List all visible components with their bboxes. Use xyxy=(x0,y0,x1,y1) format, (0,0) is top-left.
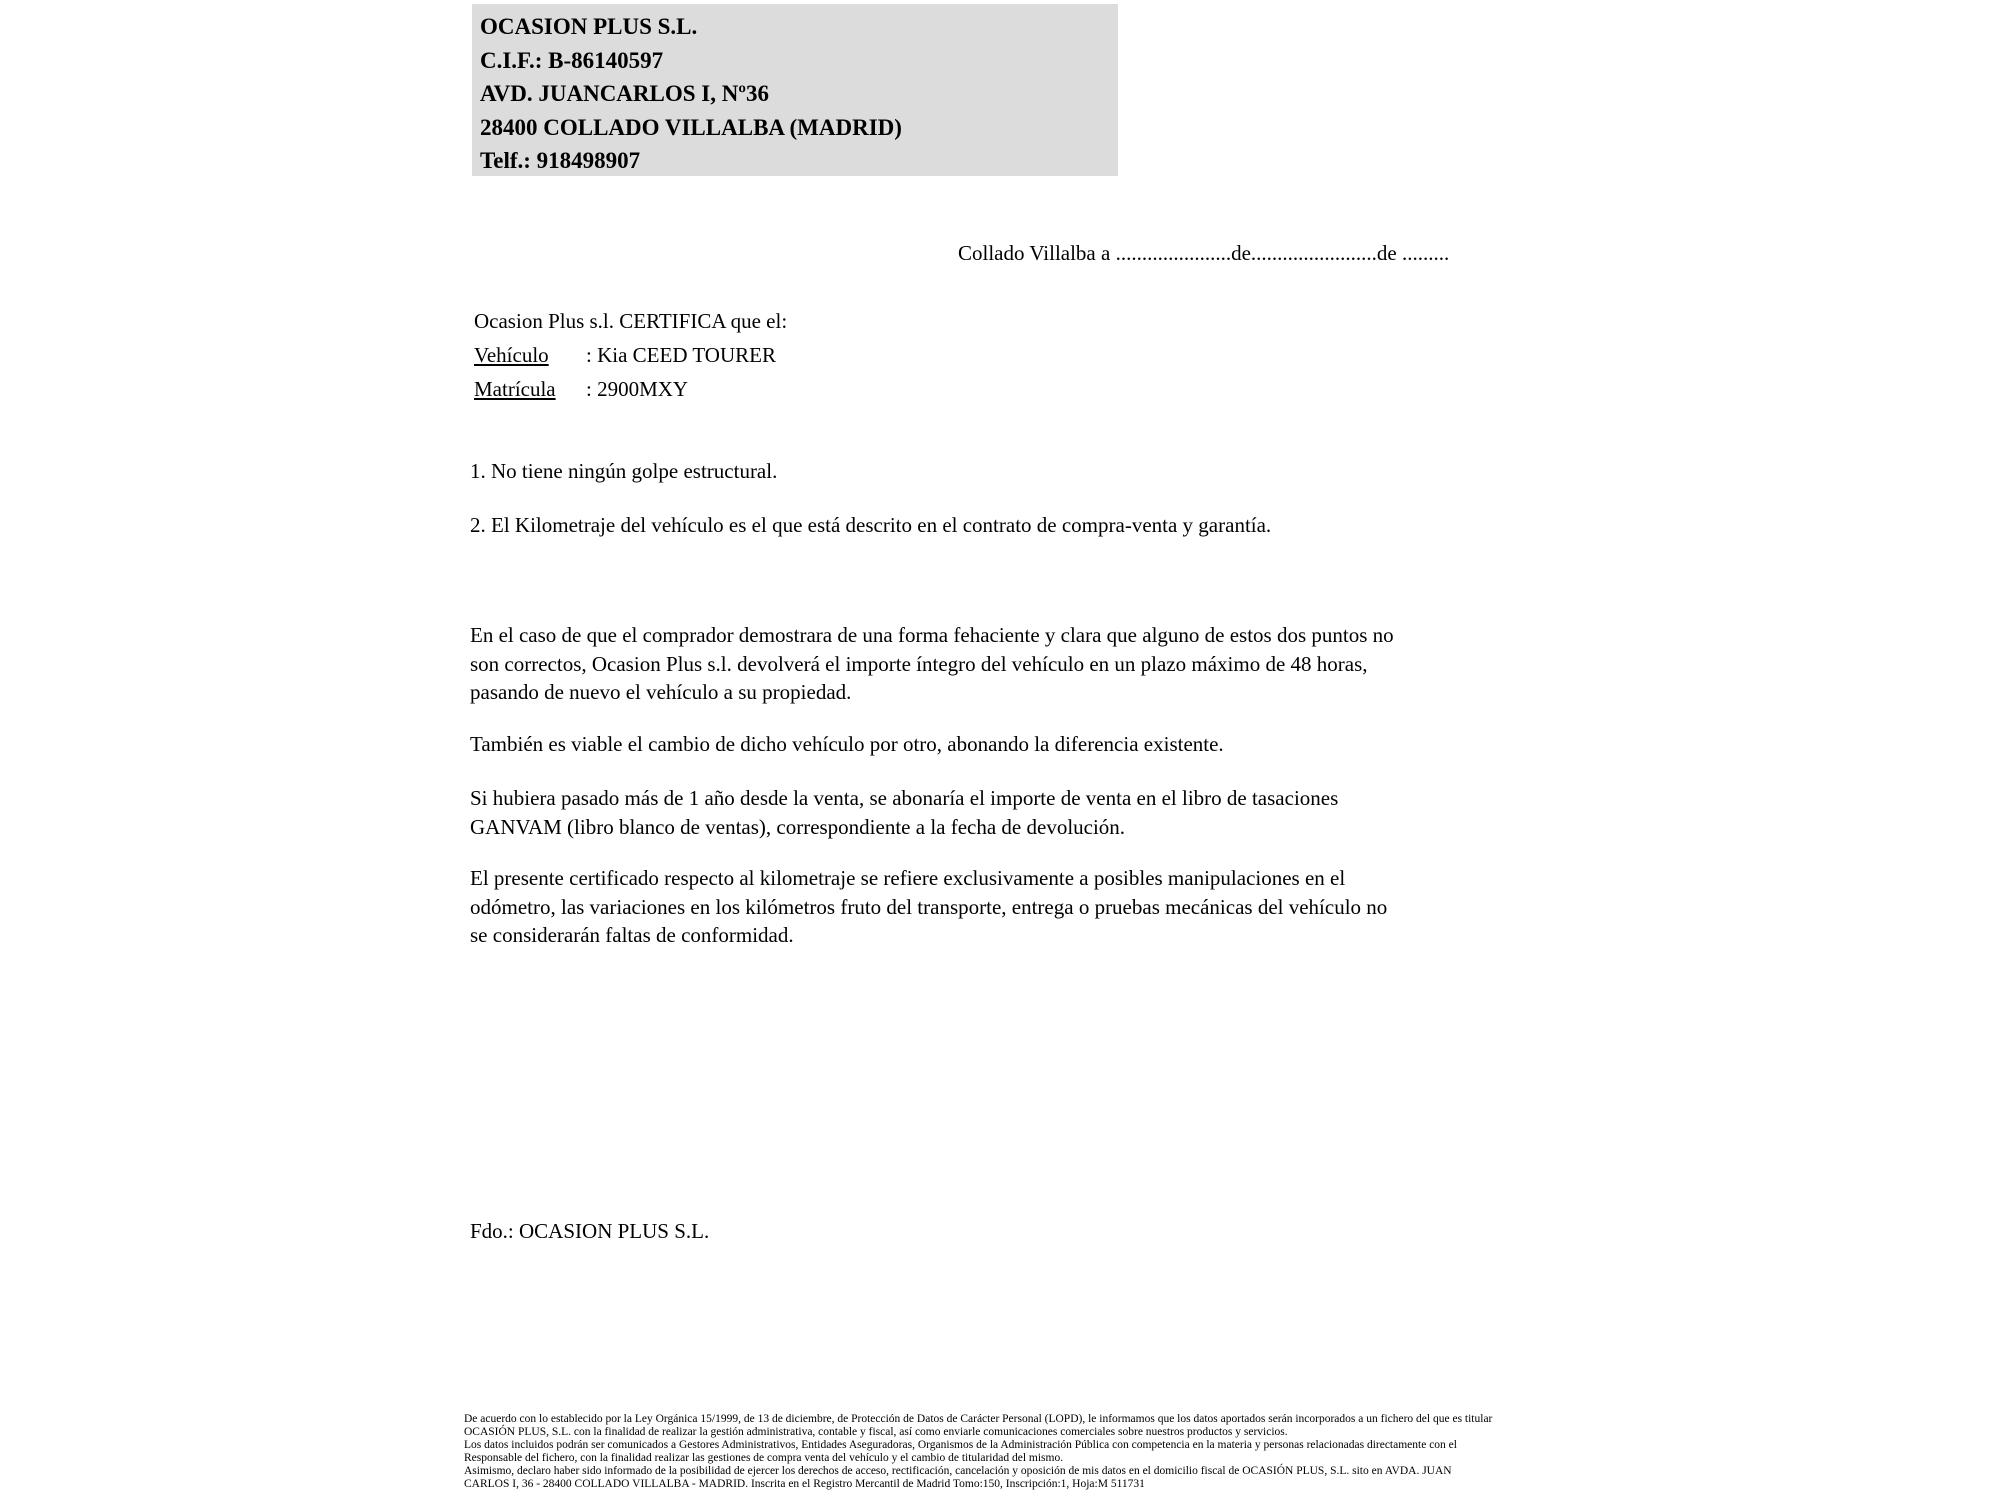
paragraph-line: GANVAM (libro blanco de ventas), correspondiente a la fecha de devolución. xyxy=(470,814,1126,839)
paragraph-line: También es viable el cambio de dicho vehículo por otro, abonando la diferencia existente. xyxy=(470,732,1224,756)
company-cif: C.I.F.: B-86140597 xyxy=(480,47,664,73)
vehicle-row xyxy=(474,338,787,372)
legal-line: Responsable del fichero, con la finalidad realizar las gestiones de compra venta del vehículo y el cambio de titularidad del mismo. xyxy=(464,1452,1064,1464)
company-city: 28400 COLLADO VILLALBA (MADRID) xyxy=(480,114,902,140)
paragraph-line: se considerarán faltas de conformidad. xyxy=(470,923,794,947)
plate-value: : 2900MXY xyxy=(586,377,689,401)
paragraph-line: son correctos, Ocasion Plus s.l. devolverá el importe íntegro del vehículo en un plazo máximo de 48 horas, xyxy=(470,651,1368,676)
company-address: AVD. JUANCARLOS I, Nº36 xyxy=(480,81,769,106)
paragraph-odometer xyxy=(470,864,1387,950)
paragraph-ganvam xyxy=(470,784,1338,841)
certification-intro: Ocasion Plus s.l. CERTIFICA que el: xyxy=(474,309,788,333)
signature-line: Fdo.: OCASION PLUS S.L. xyxy=(470,1219,710,1243)
date-line: Collado Villalba a ......................de........................de ......... xyxy=(958,241,1450,265)
clause-mileage: 2. El Kilometraje del vehículo es el que está descrito en el contrato de compra-venta y garantía. xyxy=(470,513,1272,537)
paragraph-line: El presente certificado respecto al kilometraje se refiere exclusivamente a posibles manipulaciones en el xyxy=(470,866,1346,890)
legal-line: Asimismo, declaro haber sido informado de la posibilidad de ejercer los derechos de acceso, rectificación, cancelación y oposición de mis datos en el domicilio fiscal de OCASIÓN PLUS, S.L. sito en AVDA. JUAN xyxy=(464,1465,1452,1477)
vehicle-value: : Kia CEED TOURER xyxy=(586,343,776,367)
plate-label: Matrícula xyxy=(474,377,556,401)
legal-footer xyxy=(464,1413,1564,1491)
paragraph-line: pasando de nuevo el vehículo a su propiedad. xyxy=(470,680,852,704)
paragraph-line: En el caso de que el comprador demostrara de una forma fehaciente y clara que alguno de estos dos puntos no xyxy=(470,623,1394,647)
vehicle-label: Vehículo xyxy=(474,343,549,367)
certification-block xyxy=(474,304,787,406)
paragraph-refund xyxy=(470,621,1394,707)
company-phone: Telf.: 918498907 xyxy=(480,148,641,173)
plate-row xyxy=(474,372,787,406)
legal-line: OCASIÓN PLUS, S.L. con la finalidad de realizar la gestión administrativa, contable y fiscal, así como enviarle comunicaciones comerciales sobre nuestros productos y servicios. xyxy=(464,1426,1288,1438)
company-name: OCASION PLUS S.L. xyxy=(480,14,698,39)
clause-structural: 1. No tiene ningún golpe estructural. xyxy=(470,459,778,483)
paragraph-line: Si hubiera pasado más de 1 año desde la venta, se abonaría el importe de venta en el libro de tasaciones xyxy=(470,786,1339,810)
legal-line: De acuerdo con lo establecido por la Ley Orgánica 15/1999, de 13 de diciembre, de Protección de Datos de Carácter Personal (LOPD), le informamos que los datos aportados serán incorporados a un fichero del que es titular xyxy=(464,1413,1493,1425)
paragraph-line: odómetro, las variaciones en los kilómetros fruto del transporte, entrega o pruebas mecánicas del vehículo no xyxy=(470,894,1388,919)
company-header-box xyxy=(472,4,1118,176)
legal-line: Los datos incluidos podrán ser comunicados a Gestores Administrativos, Entidades Aseguradoras, Organismos de la Administración Pública con competencia en la materia y personas relacionadas directamente con el xyxy=(464,1439,1457,1451)
paragraph-swap xyxy=(470,730,1224,759)
legal-line: CARLOS I, 36 - 28400 COLLADO VILLALBA - MADRID. Inscrita en el Registro Mercantil de Madrid Tomo:150, Inscripción:1, Hoja:M 511731 xyxy=(464,1478,1145,1490)
